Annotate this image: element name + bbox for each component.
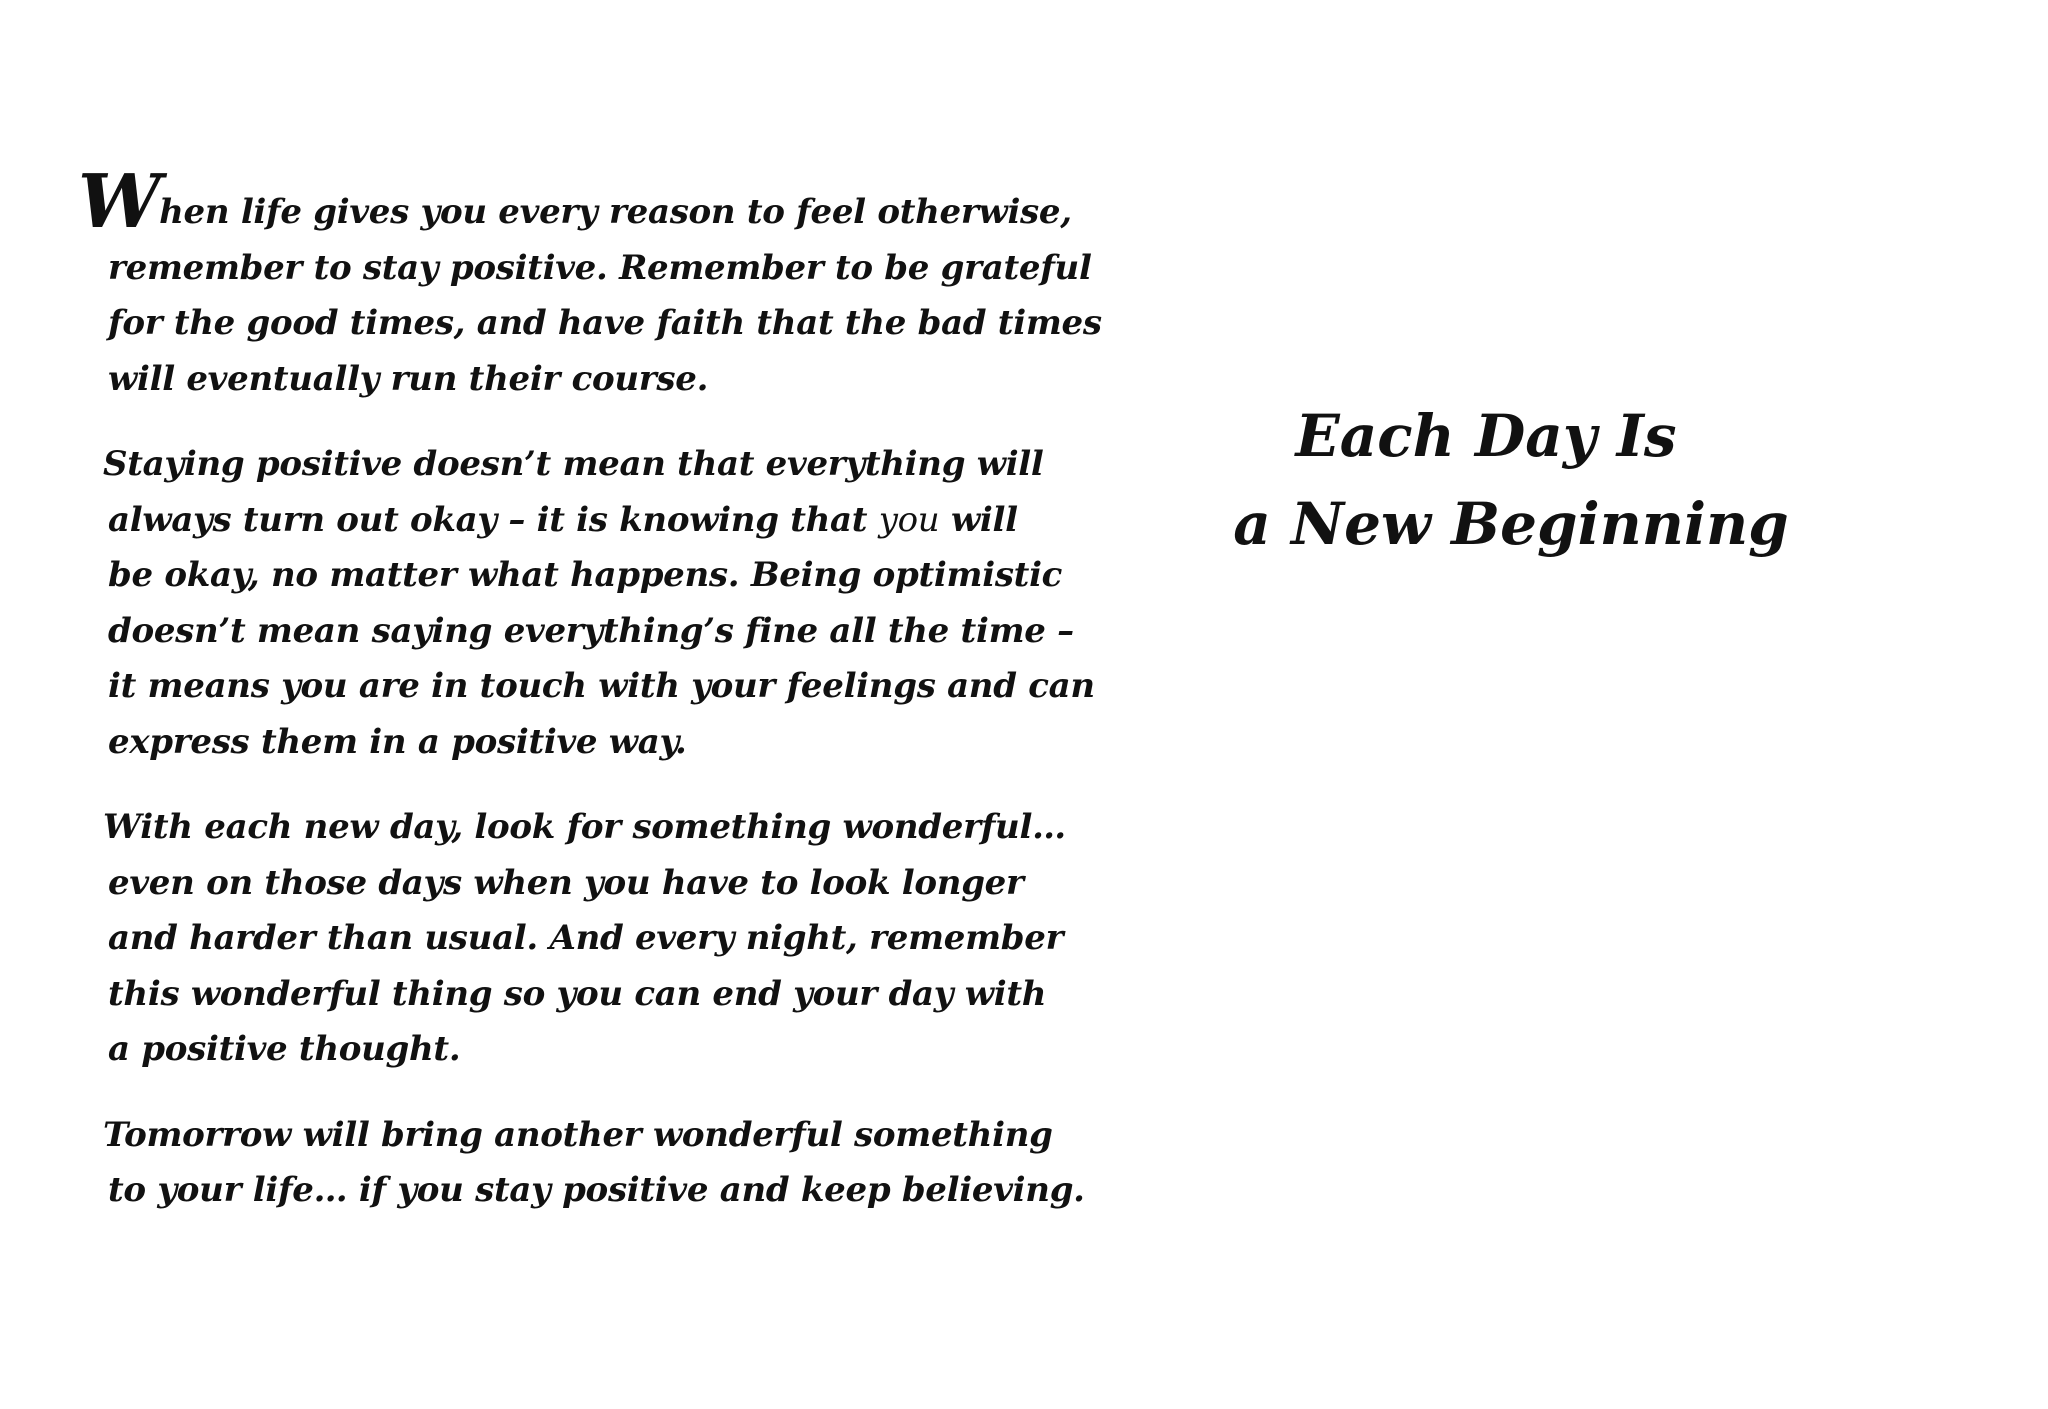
paragraph-3-line-3: and harder than usual. And every night, remember <box>108 918 1064 958</box>
emphasized-word: you <box>878 499 940 540</box>
paragraph-2-line-1: Staying positive doesn’t mean that everything will <box>103 444 1044 484</box>
paragraph-1-line-3: for the good times, and have faith that the bad times <box>108 303 1102 343</box>
paragraph-3 <box>78 800 1066 1078</box>
drop-cap: W <box>78 159 158 245</box>
paragraph-3-line-4: this wonderful thing so you can end your day with <box>108 973 1047 1014</box>
paragraph-4 <box>78 1108 1085 1219</box>
paragraph-2-line-4: doesn’t mean saying everything’s fine all the time – <box>108 610 1074 651</box>
paragraph-2-line-2-after: will <box>939 499 1018 540</box>
right-page-title <box>1024 392 2048 568</box>
paragraph-2-line-5: it means you are in touch with your feelings and can <box>108 666 1095 706</box>
paragraph-2-line-2-before: always turn out okay – it is knowing that <box>108 499 879 540</box>
paragraph-2 <box>78 437 1095 770</box>
left-page-text <box>78 159 1102 1249</box>
title-line-2: a New Beginning <box>1233 490 1789 558</box>
paragraph-2-line-3: be okay, no matter what happens. Being optimistic <box>108 555 1063 595</box>
paragraph-4-line-2: to your life… if you stay positive and keep believing. <box>108 1170 1085 1210</box>
title-line-1: Each Day Is <box>1295 402 1677 470</box>
paragraph-3-line-1: With each new day, look for something wonderful… <box>103 807 1066 847</box>
paragraph-2-line-2 <box>78 493 1018 549</box>
paragraph-1-line-1 <box>78 159 1072 245</box>
paragraph-3-line-5: a positive thought. <box>108 1029 461 1069</box>
paragraph-1-line-1-text: hen life gives you every reason to feel otherwise, <box>159 192 1072 232</box>
paragraph-1 <box>78 159 1102 407</box>
paragraph-3-line-2: even on those days when you have to look longer <box>108 862 1024 903</box>
paragraph-1-line-2: remember to stay positive. Remember to be grateful <box>108 247 1092 288</box>
paragraph-4-line-1: Tomorrow will bring another wonderful something <box>103 1114 1053 1155</box>
paragraph-2-line-6: express them in a positive way. <box>108 721 687 762</box>
paragraph-1-line-4: will eventually run their course. <box>108 358 709 399</box>
